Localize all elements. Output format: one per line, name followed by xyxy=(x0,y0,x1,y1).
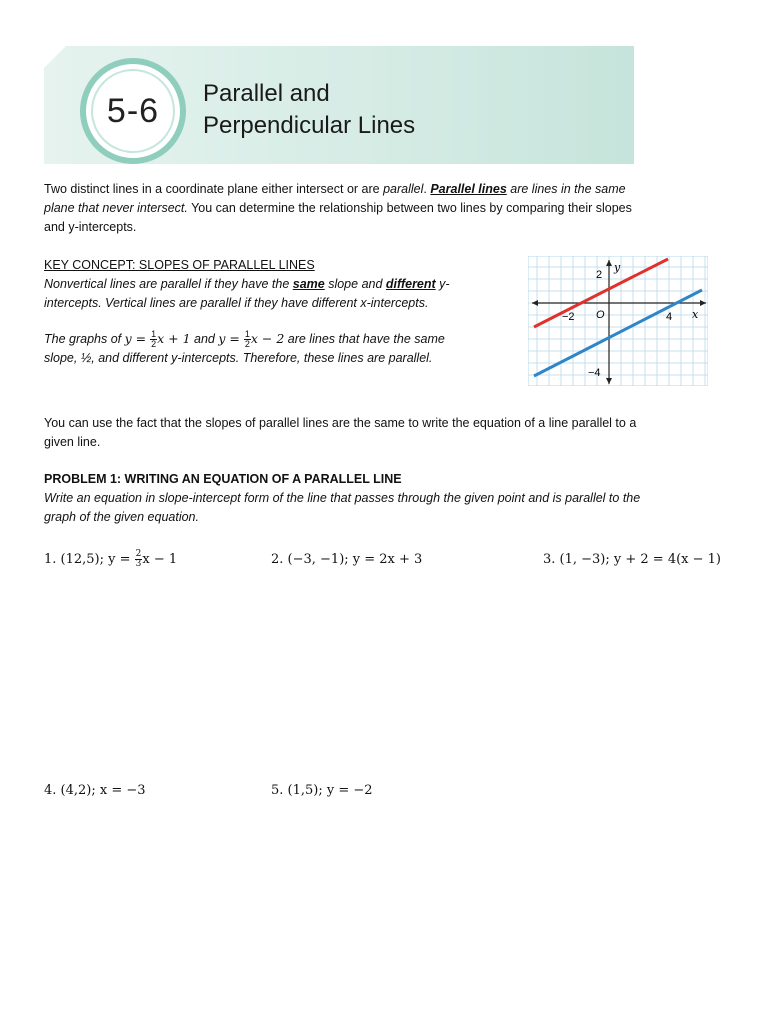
fraction-denominator: 3 xyxy=(135,559,142,569)
problem-item-3: 3. (1, −3); y + 2 = 4(x − 1) xyxy=(543,552,721,567)
fraction-denominator: 2 xyxy=(244,339,250,350)
kc-text: and xyxy=(190,332,219,346)
lesson-badge xyxy=(80,58,186,164)
intro-text: . xyxy=(423,182,431,196)
tick-label-neg4: −4 xyxy=(588,367,601,379)
fraction-numerator: 2 xyxy=(135,549,142,559)
problem-1-instructions-2: graph of the given equation. xyxy=(44,510,199,524)
intro-term: Parallel lines xyxy=(430,182,507,196)
kc-eq2-rhs: x − 2 xyxy=(250,331,285,346)
bridge-line-1: You can use the fact that the slopes of parallel lines are the same to write the equation of a line parallel to a xyxy=(44,416,637,430)
intro-parallel-word: parallel xyxy=(383,182,424,196)
key-concept-heading: KEY CONCEPT: SLOPES OF PARALLEL LINES xyxy=(44,258,315,272)
intro-paragraph xyxy=(44,180,724,237)
title-line-1: Parallel and xyxy=(203,80,330,107)
page-title xyxy=(203,78,415,142)
intro-line-3: and y-intercepts. xyxy=(44,220,137,234)
y-axis-label: y xyxy=(614,261,621,274)
problem-item-1 xyxy=(44,550,177,570)
intro-text: Two distinct lines in a coordinate plane either intersect or are xyxy=(44,182,384,196)
problem-1-instructions-1: Write an equation in slope-intercept form of the line that passes through the given point and is parallel to the xyxy=(44,491,641,505)
key-concept-example-2: slope, ½, and different y-intercepts. Therefore, these lines are parallel. xyxy=(44,351,433,366)
bridge-paragraph xyxy=(44,414,724,452)
kc-eq1-lhs: y = xyxy=(124,331,151,346)
bridge-line-2: given line. xyxy=(44,435,101,449)
tick-label-4: 4 xyxy=(666,311,673,323)
lesson-number: 5-6 xyxy=(91,69,175,153)
kc-different: different xyxy=(385,277,436,291)
key-concept xyxy=(44,256,514,368)
kc-same: same xyxy=(292,277,325,291)
tick-label-2: 2 xyxy=(596,269,603,281)
kc-text: The graphs of xyxy=(44,332,125,346)
origin-label: O xyxy=(596,309,605,321)
kc-eq2-fraction xyxy=(244,330,251,349)
parallel-lines-graph xyxy=(528,256,708,386)
banner-fold xyxy=(44,46,66,68)
problem-1-heading: PROBLEM 1: WRITING AN EQUATION OF A PARALLEL LINE xyxy=(44,472,402,486)
key-concept-line-1 xyxy=(44,275,514,294)
fraction-numerator: 1 xyxy=(151,329,157,340)
problem-1-section xyxy=(44,470,734,527)
kc-eq2-lhs: y = xyxy=(218,331,244,346)
intro-text: You can determine the relationship between two lines by comparing their slopes xyxy=(187,201,632,215)
problem-item-5: 5. (1,5); y = −2 xyxy=(271,783,373,798)
tick-label-neg2: −2 xyxy=(562,311,575,323)
fraction-denominator: 2 xyxy=(151,339,157,350)
kc-text: are lines that have the same xyxy=(284,332,445,346)
intro-text: are lines in the same xyxy=(506,182,626,196)
kc-text: y- xyxy=(435,277,450,291)
problem-1-text: 1. (12,5); y = xyxy=(44,552,135,567)
kc-text: Nonvertical lines are parallel if they have the xyxy=(44,277,293,291)
key-concept-example-1 xyxy=(44,329,514,349)
problem-item-4: 4. (4,2); x = −3 xyxy=(44,783,146,798)
problem-1-text: x − 1 xyxy=(142,552,178,567)
intro-line-2 xyxy=(44,199,724,218)
problem-item-2: 2. (−3, −1); y = 2x + 3 xyxy=(271,552,423,567)
intro-line-1 xyxy=(44,180,724,199)
key-concept-line-2: intercepts. Vertical lines are parallel if they have different x-intercepts. xyxy=(44,296,429,310)
x-axis-label: x xyxy=(692,308,699,321)
title-line-2: Perpendicular Lines xyxy=(203,112,416,139)
kc-text: slope and xyxy=(324,277,386,291)
fraction-numerator: 1 xyxy=(244,329,250,340)
intro-definition: plane that never intersect. xyxy=(44,201,188,215)
kc-eq1-rhs: x + 1 xyxy=(157,331,191,346)
